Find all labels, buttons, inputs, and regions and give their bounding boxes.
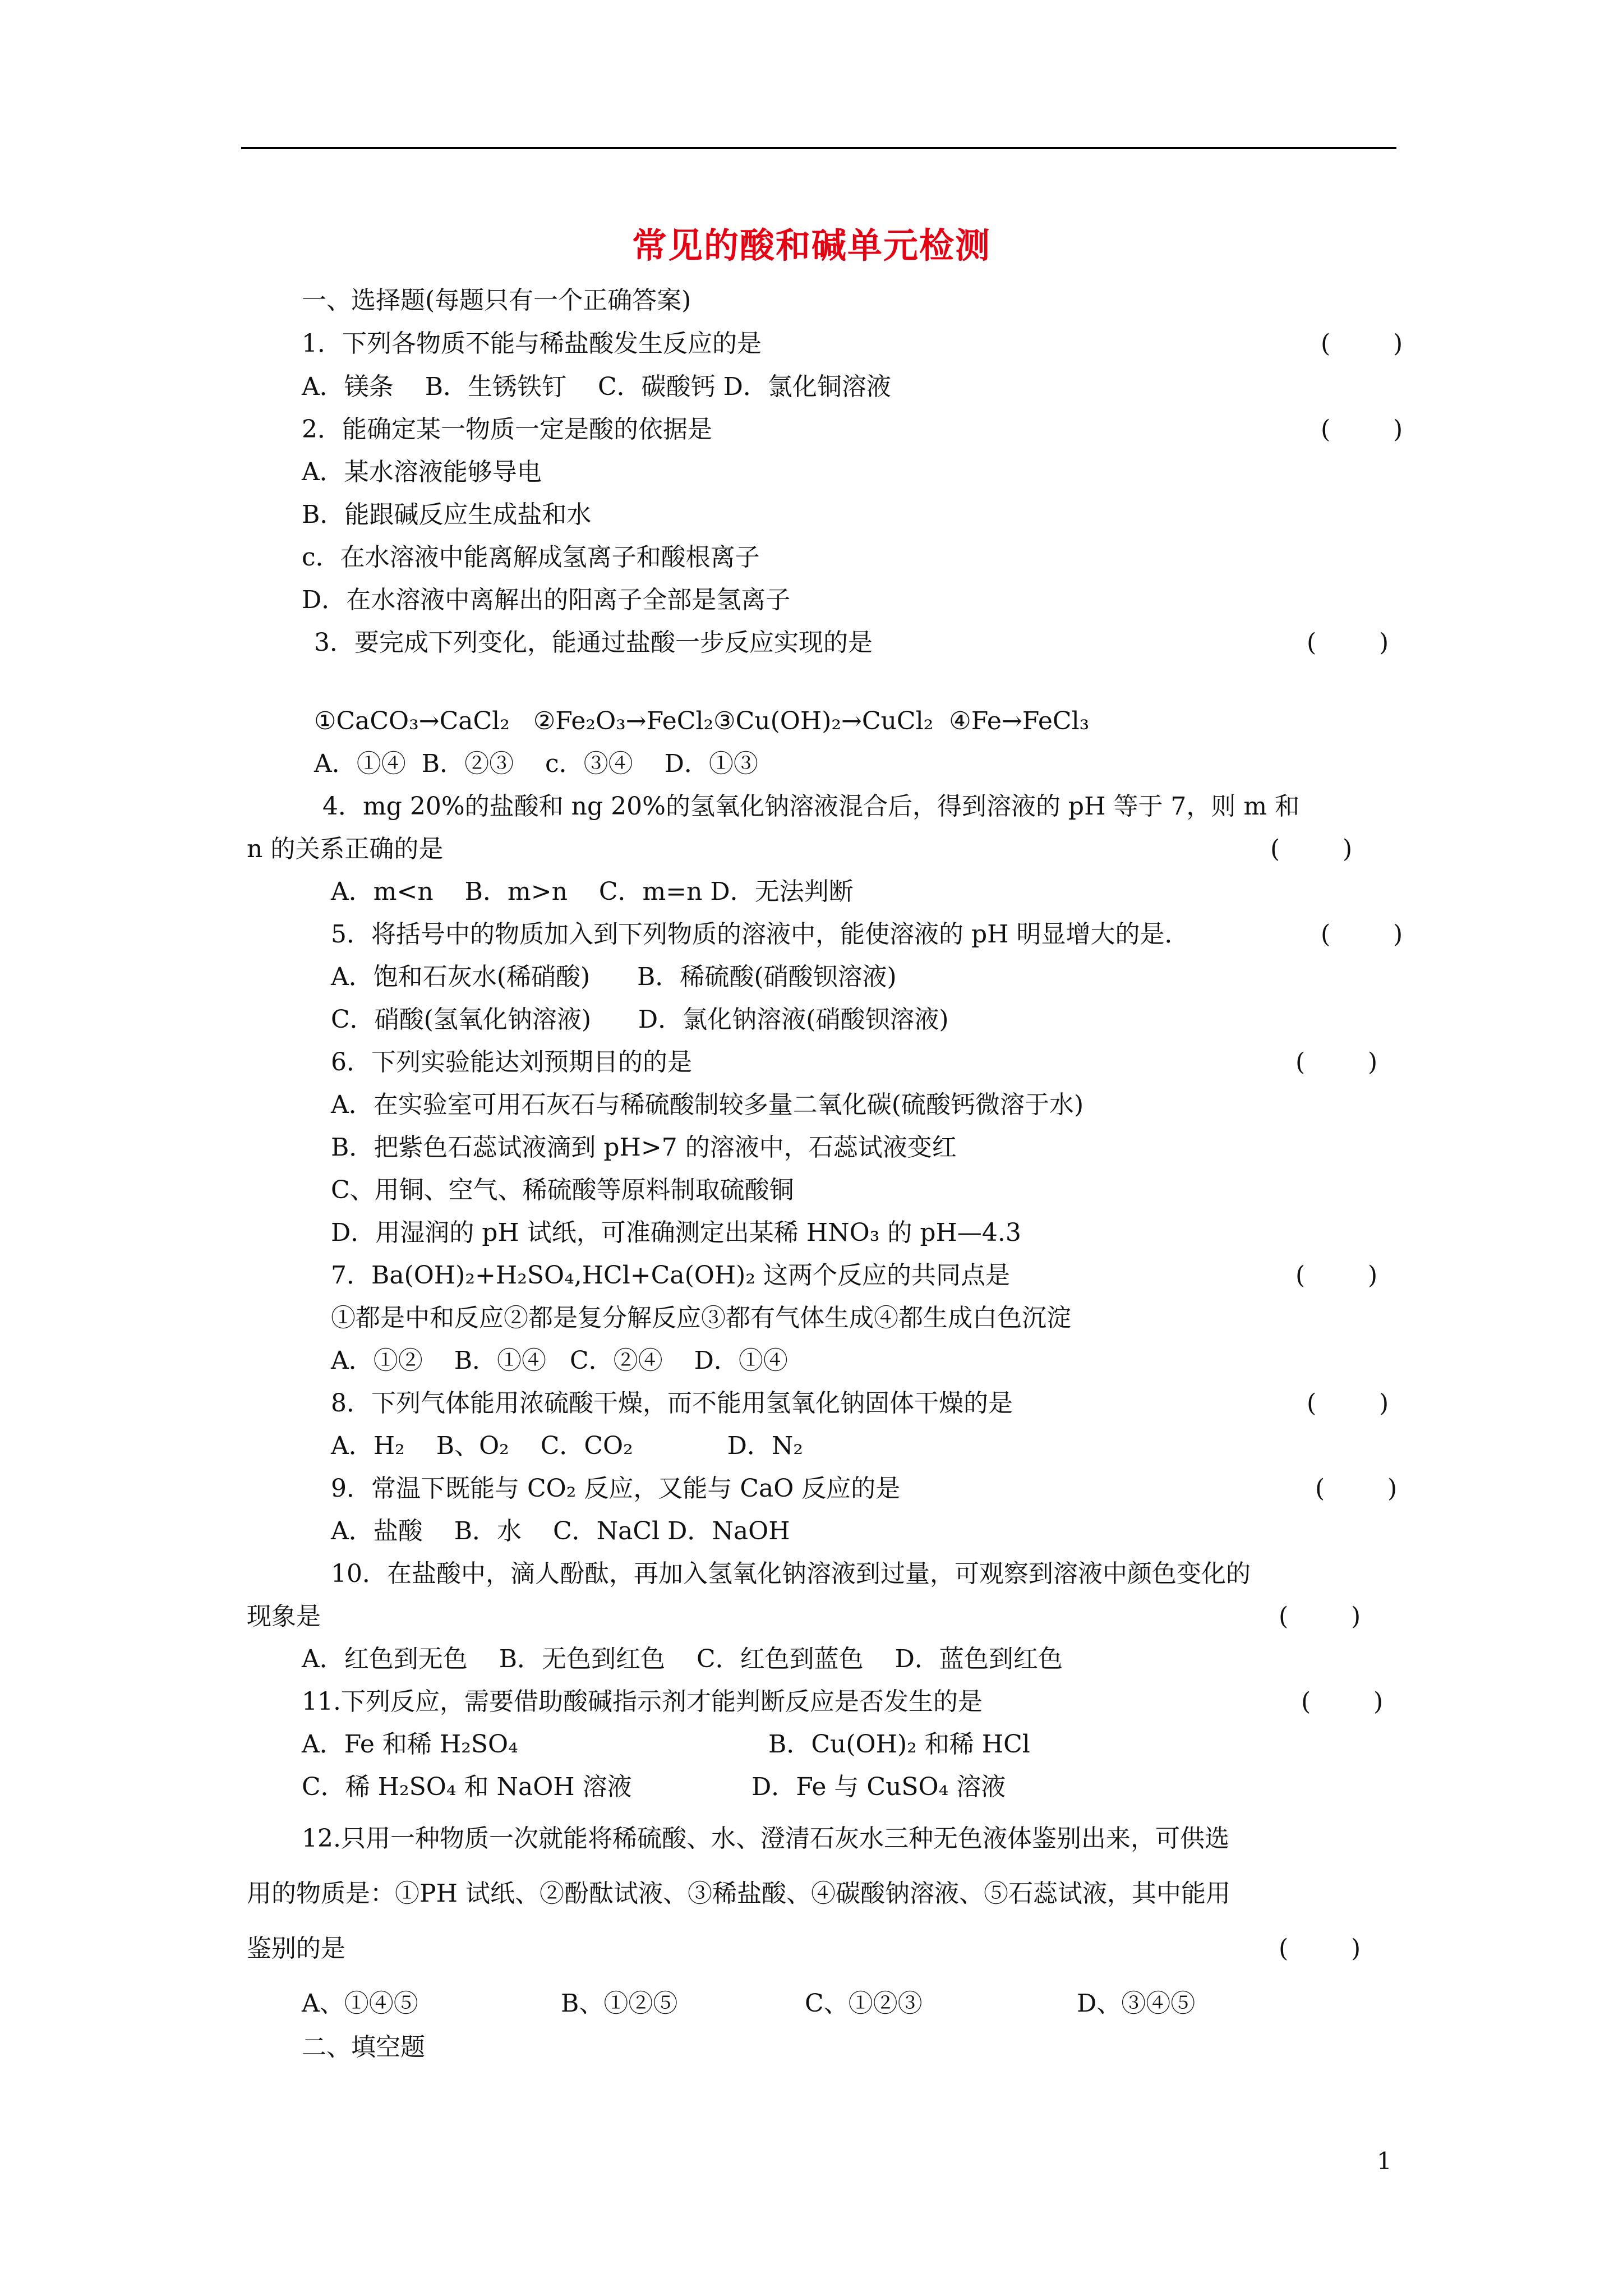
answer-bracket: ( ) (1307, 1389, 1389, 1418)
question-1-options: A．镁条 B．生锈铁钉 C．碳酸钙 D．氯化铜溶液 (302, 372, 891, 401)
answer-bracket: ( ) (1321, 329, 1403, 358)
question-8-options: A．H₂ B、O₂ C．CO₂ D．N₂ (331, 1432, 804, 1460)
question-6-option-d: D．用湿润的 pH 试纸，可准确测定出某稀 HNO₃ 的 pH—4.3 (331, 1218, 1021, 1247)
question-12-option-a: A、①④⑤ (302, 1989, 418, 2018)
question-11-option-a: A．Fe 和稀 H₂SO₄ (302, 1730, 518, 1759)
question-12-option-c: C、①②③ (805, 1989, 923, 2018)
question-6: 6．下列实验能达刘预期目的的是 (331, 1048, 692, 1076)
answer-bracket: ( ) (1279, 1602, 1361, 1631)
answer-bracket: ( ) (1279, 1934, 1361, 1963)
answer-bracket: ( ) (1295, 1048, 1378, 1076)
question-1: 1．下列各物质不能与稀盐酸发生反应的是 (302, 329, 762, 358)
header-rule (241, 147, 1396, 149)
answer-bracket: ( ) (1295, 1261, 1378, 1290)
question-8: 8．下列气体能用浓硫酸干燥，而不能用氢氧化钠固体干燥的是 (331, 1389, 1013, 1418)
question-7: 7．Ba(OH)₂+H₂SO₄,HCl+Ca(OH)₂ 这两个反应的共同点是 (331, 1261, 1010, 1290)
question-6-option-b: B．把紫色石蕊试液滴到 pH>7 的溶液中，石蕊试液变红 (331, 1133, 957, 1162)
question-7-statements: ①都是中和反应②都是复分解反应③都有气体生成④都生成白色沉淀 (331, 1304, 1071, 1332)
question-2-option-a: A．某水溶液能够导电 (302, 458, 542, 486)
question-12: 12.只用一种物质一次就能将稀硫酸、水、澄清石灰水三种无色液体鉴别出来，可供选 (302, 1824, 1229, 1853)
question-3-reactions: ①CaCO₃→CaCl₂ ②Fe₂O₃→FeCl₂③Cu(OH)₂→CuCl₂ ④Fe→FeCl₃ (314, 707, 1090, 735)
question-12-option-d: D、③④⑤ (1077, 1989, 1196, 2018)
question-9-options: A．盐酸 B．水 C．NaCl D．NaOH (331, 1517, 790, 1545)
question-6-option-c: C、用铜、空气、稀硫酸等原料制取硫酸铜 (331, 1176, 794, 1204)
question-4: 4．mg 20%的盐酸和 ng 20%的氢氧化钠溶液混合后，得到溶液的 pH 等于 7，则 m 和 (322, 792, 1300, 821)
document-title: 常见的酸和碱单元检测 (631, 225, 991, 266)
question-9: 9．常温下既能与 CO₂ 反应，又能与 CaO 反应的是 (331, 1474, 901, 1503)
section-heading-fill-in: 二、填空题 (302, 2033, 425, 2062)
question-3: 3．要完成下列变化，能通过盐酸一步反应实现的是 (314, 628, 873, 657)
question-5-options-ab: A．饱和石灰水(稀硝酸) B．稀硫酸(硝酸钡溶液) (331, 963, 897, 991)
question-4-options: A．m<n B．m>n C．m=n D．无法判断 (331, 877, 854, 906)
question-2: 2．能确定某一物质一定是酸的依据是 (302, 415, 712, 444)
question-11-option-d: D．Fe 与 CuSO₄ 溶液 (751, 1773, 1006, 1801)
question-7-options: A．①② B．①④ C．②④ D．①④ (331, 1346, 788, 1375)
question-11-option-c: C．稀 H₂SO₄ 和 NaOH 溶液 (302, 1773, 632, 1801)
question-10: 10．在盐酸中，滴人酚酞，再加入氢氧化钠溶液到过量，可观察到溶液中颜色变化的 (331, 1559, 1251, 1588)
question-11-option-b: B．Cu(OH)₂ 和稀 HCl (768, 1730, 1030, 1759)
question-2-option-b: B．能跟碱反应生成盐和水 (302, 500, 592, 529)
question-12-cont-2: 鉴别的是 (247, 1934, 345, 1963)
question-5: 5．将括号中的物质加入到下列物质的溶液中，能使溶液的 pH 明显增大的是． (331, 920, 1189, 949)
answer-bracket: ( ) (1270, 835, 1353, 863)
section-heading-choice: 一、选择题(每题只有一个正确答案) (302, 286, 691, 315)
question-2-option-c: c．在水溶液中能离解成氢离子和酸根离子 (302, 543, 760, 572)
question-10-cont: 现象是 (247, 1602, 321, 1631)
answer-bracket: ( ) (1307, 628, 1389, 657)
answer-bracket: ( ) (1315, 1474, 1398, 1503)
answer-bracket: ( ) (1321, 920, 1403, 949)
question-12-option-b: B、①②⑤ (561, 1989, 678, 2018)
question-11: 11.下列反应，需要借助酸碱指示剂才能判断反应是否发生的是 (302, 1687, 983, 1716)
answer-bracket: ( ) (1301, 1687, 1384, 1716)
question-2-option-d: D．在水溶液中离解出的阳离子全部是氢离子 (302, 586, 791, 614)
question-10-options: A．红色到无色 B．无色到红色 C．红色到蓝色 D．蓝色到红色 (302, 1645, 1063, 1673)
page-number: 1 (1377, 2147, 1392, 2175)
answer-bracket: ( ) (1321, 415, 1403, 444)
question-3-options: A．①④ B．②③ c．③④ D．①③ (314, 749, 758, 778)
question-5-options-cd: C．硝酸(氢氧化钠溶液) D．氯化钠溶液(硝酸钡溶液) (331, 1005, 949, 1034)
question-4-cont: n 的关系正确的是 (247, 835, 444, 863)
question-12-cont: 用的物质是：①PH 试纸、②酚酞试液、③稀盐酸、④碳酸钠溶液、⑤石蕊试液，其中能用 (247, 1879, 1230, 1908)
question-6-option-a: A．在实验室可用石灰石与稀硫酸制较多量二氧化碳(硫酸钙微溶于水) (331, 1091, 1084, 1119)
